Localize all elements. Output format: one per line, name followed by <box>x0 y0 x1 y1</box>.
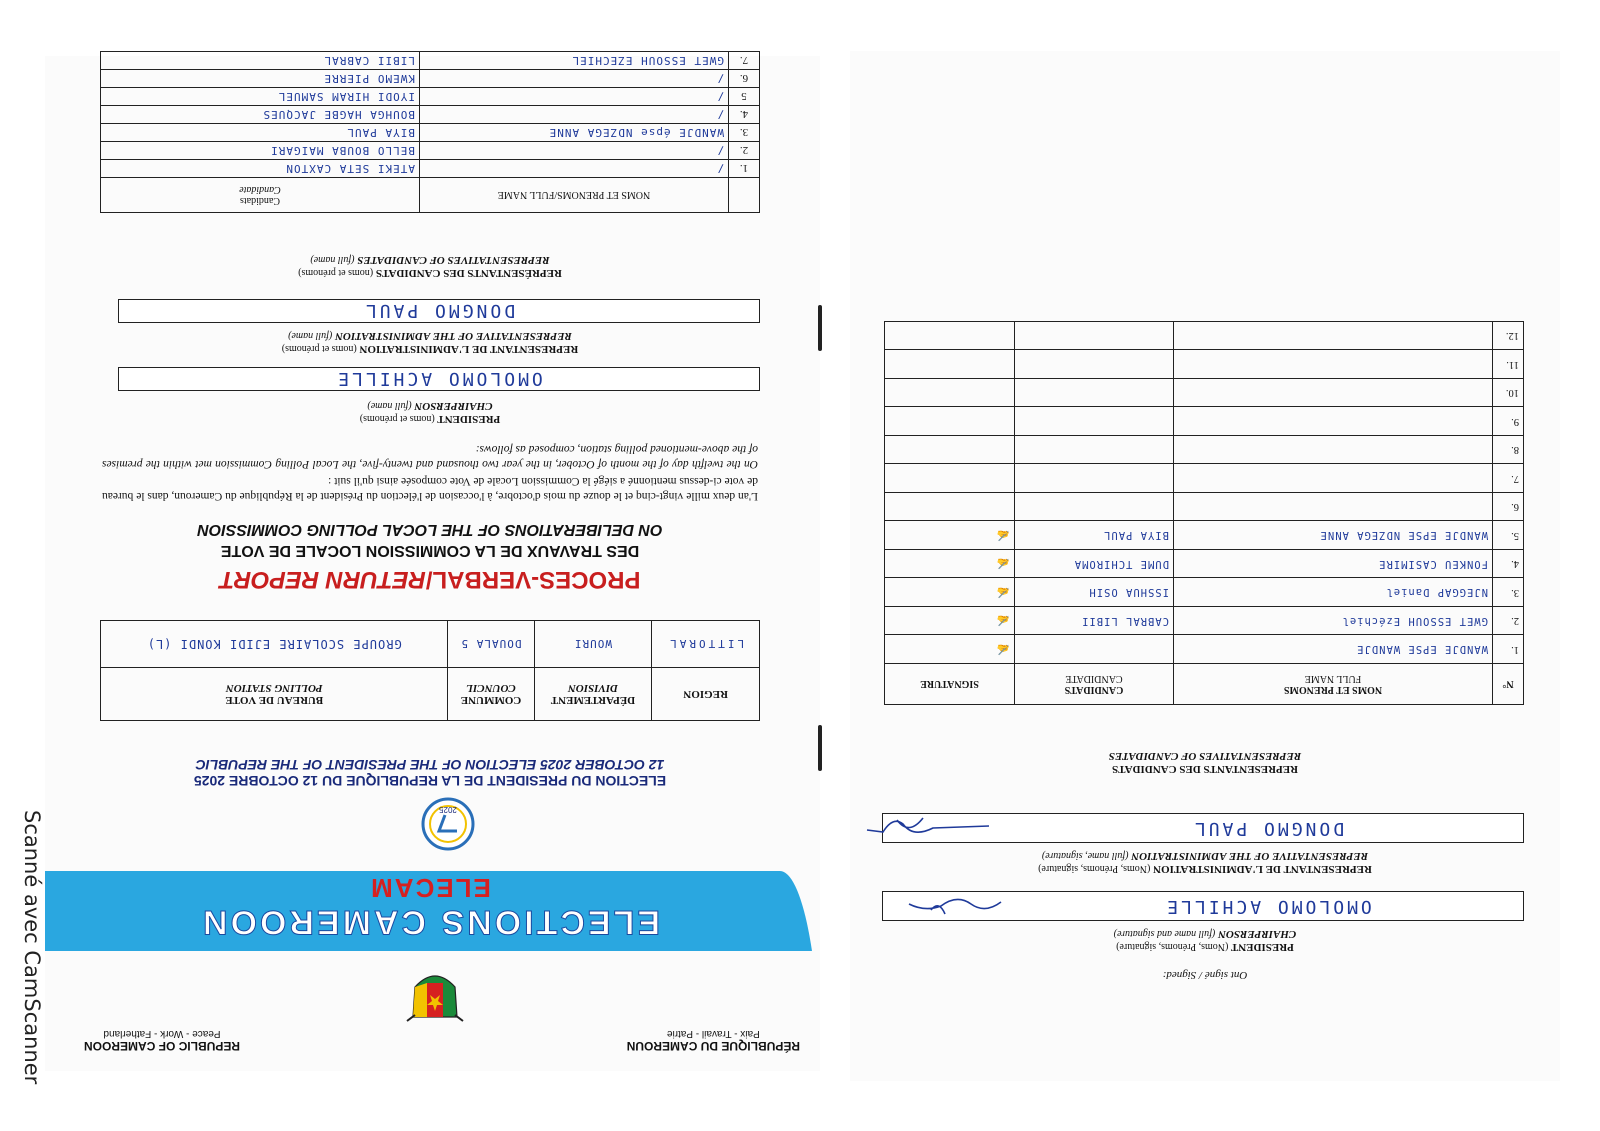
cand-col-name: NOMS ET PRENOMS/FULL NAME <box>420 178 729 213</box>
signature-mark: ✍ <box>885 550 1015 579</box>
sig-admin-name: DONGMO PAUL <box>1191 818 1345 839</box>
intro-en: On the twelfth day of the month of October, in the year two thousand and twenty-five, the Local Polling Commission met within the premises of the above-mentioned polling station, composed as follows: <box>102 443 758 470</box>
signature-mark: ✍ <box>885 635 1015 664</box>
intro-fr: L'an deux mille vingt-cinq et le douze du mois d'octobre, à l'occasion de l'élection du Président de la République du Cameroun, dans le bureau de vote ci-dessus mentionné a siégé la Commission Locale de Vote composée ainsi qu'il suit : <box>102 475 758 502</box>
staple <box>818 725 822 771</box>
table-row: 9. <box>885 407 1524 436</box>
location-table <box>100 620 760 721</box>
elecam-2025-logo-icon <box>421 797 475 851</box>
sig-president-label: PRESIDENT (Noms, Prénoms, signature) CHAIRPERSON (full name and signature) <box>1113 928 1297 953</box>
table-row: 5 / IYODI HIRAM SAMUEL <box>101 88 760 106</box>
admin-name: DONGMO PAUL <box>362 300 516 321</box>
admin-signature-icon <box>863 814 993 840</box>
form-page <box>45 56 820 1071</box>
table-row: 2. GWET ESSOUH Ezéchiel CABRAL LIBII ✍ <box>885 607 1524 636</box>
cand-rep-label: REPRÉSENTANTS DES CANDIDATS (noms et prénoms) REPRESENTATIVES OF CANDIDATES (full name) <box>298 254 562 279</box>
candidates-header-row <box>101 178 760 213</box>
signature-mark: ✍ <box>885 521 1015 550</box>
location-header-council: COMMUNE COUNCIL <box>448 668 534 721</box>
table-row: 6. / KWEMO PIERRE <box>101 70 760 88</box>
table-row: 6. <box>885 493 1524 522</box>
location-header-division: DÉPARTEMENT DIVISION <box>534 668 652 721</box>
signed-label: Ont signé / Signed: <box>1162 969 1248 981</box>
president-name-box <box>118 367 760 391</box>
table-row: 1. / ATEKI SETA CAXTON <box>101 160 760 178</box>
table-row: 11. <box>885 350 1524 379</box>
admin-name-box <box>118 299 760 323</box>
rep-col-num: N° <box>1493 664 1524 705</box>
election-title-fr: ELECTION DU PRESIDENT DE LA REPUBLIQUE DU 12 OCTOBRE 2025 <box>193 773 667 789</box>
region-value: LITTORAL <box>652 621 760 668</box>
table-row: 7. GWET ESSOUH EZECHIEL LIBII CABRAL <box>101 52 760 70</box>
representatives-header-row <box>885 664 1524 705</box>
sig-president-name: OMOLOMO ACHILLE <box>1164 896 1372 917</box>
president-name: OMOLOMO ACHILLE <box>335 368 543 389</box>
council-value: DOUALA 5 <box>448 621 534 668</box>
location-header-row <box>101 668 760 721</box>
admin-label: REPRESENTANT DE L'ADMINISTRATION (noms et prénoms) REPRESENTATIVE OF THE ADMINISTRATION (full name) <box>281 330 579 355</box>
staple <box>818 305 822 351</box>
signature-mark: ✍ <box>885 607 1015 636</box>
president-signature-icon <box>895 894 1005 918</box>
election-title-en: 12 OCTOBER 2025 ELECTION OF THE PRESIDENT OF THE REPUBLIC <box>195 757 665 773</box>
scanner-watermark: Scanné avec CamScanner <box>20 810 44 1085</box>
location-value-row <box>101 621 760 668</box>
signatures-page <box>850 51 1560 1081</box>
intro-text <box>102 439 758 503</box>
logo-year: 2025 <box>439 805 457 814</box>
table-row: 4. FONKEU CASIMIRE DUME TCHIROMA ✍ <box>885 550 1524 579</box>
location-header-polling-station: BUREAU DE VOTE POLLING STATION <box>101 668 448 721</box>
org-name: ELECTIONS CAMEROON <box>199 903 661 941</box>
table-row: 5. WANDJE EPSE NDZEGA ANNE BIYA PAUL ✍ <box>885 521 1524 550</box>
republic-fr: RÉPUBLIQUE DU CAMEROUN Paix - Travail - Patrie <box>626 1028 800 1053</box>
coat-of-arms-icon <box>405 963 465 1027</box>
signature-mark: ✍ <box>885 578 1015 607</box>
table-row: 7. <box>885 464 1524 493</box>
table-row: 3. NJEGGAP Daniel ISSHUA OSIH ✍ <box>885 578 1524 607</box>
table-row: 2. / BELLO BOUBA MAIGARI <box>101 142 760 160</box>
rep-col-signature: SIGNATURE <box>885 664 1015 705</box>
table-row: 8. <box>885 436 1524 465</box>
polling-station-value: GROUPE SCOLAIRE EJIDI KONDI (L) <box>101 621 448 668</box>
table-row: 10. <box>885 379 1524 408</box>
location-header-region: REGION <box>652 668 760 721</box>
representatives-table <box>884 321 1524 705</box>
table-row: 1. WANDJE EPSE WANDJE ✍ <box>885 635 1524 664</box>
report-subtitle: DES TRAVAUX DE LA COMMISSION LOCALE DE VOTE ON DELIBERATIONS OF THE LOCAL POLLING COMMISSION <box>197 521 663 559</box>
table-row: 12. <box>885 322 1524 351</box>
sig-president-box <box>882 891 1524 921</box>
report-title: PROCES-VERBAL/RETURN REPORT <box>219 566 641 593</box>
election-title <box>100 757 760 789</box>
table-row: 3. WANDJE épse NDZEGA ANNE BIYA PAUL <box>101 124 760 142</box>
cand-col-candidate: Candidats Candidate <box>101 178 420 213</box>
rep-col-candidate: CANDIDATS CANDIDATE <box>1015 664 1174 705</box>
sig-admin-label: REPRESENTANT DE L'ADMINISTRATION (Noms, Prénoms, signature) REPRESENTATIVE OF THE ADMINISTRATION (full name, signature) <box>1038 850 1372 875</box>
division-value: WOURI <box>534 621 652 668</box>
cand-col-num <box>729 178 760 213</box>
org-abbr: ELECAM <box>369 873 491 903</box>
republic-en: REPUBLIC OF CAMEROON Peace - Work - Fatherland <box>84 1028 240 1053</box>
rep-col-name: NOMS ET PRENOMS FULL NAME <box>1174 664 1493 705</box>
president-label: PRESIDENT (noms et prénoms) CHAIRPERSON (full name) <box>359 400 501 425</box>
table-row: 4. / BOUHGA HAGBE JACQUES <box>101 106 760 124</box>
sig-cand-rep-label: REPRESENTANTS DES CANDIDATS REPRESENTATIVES OF CANDIDATES <box>1108 750 1302 775</box>
candidates-table <box>100 51 760 213</box>
sig-admin-box <box>882 813 1524 843</box>
